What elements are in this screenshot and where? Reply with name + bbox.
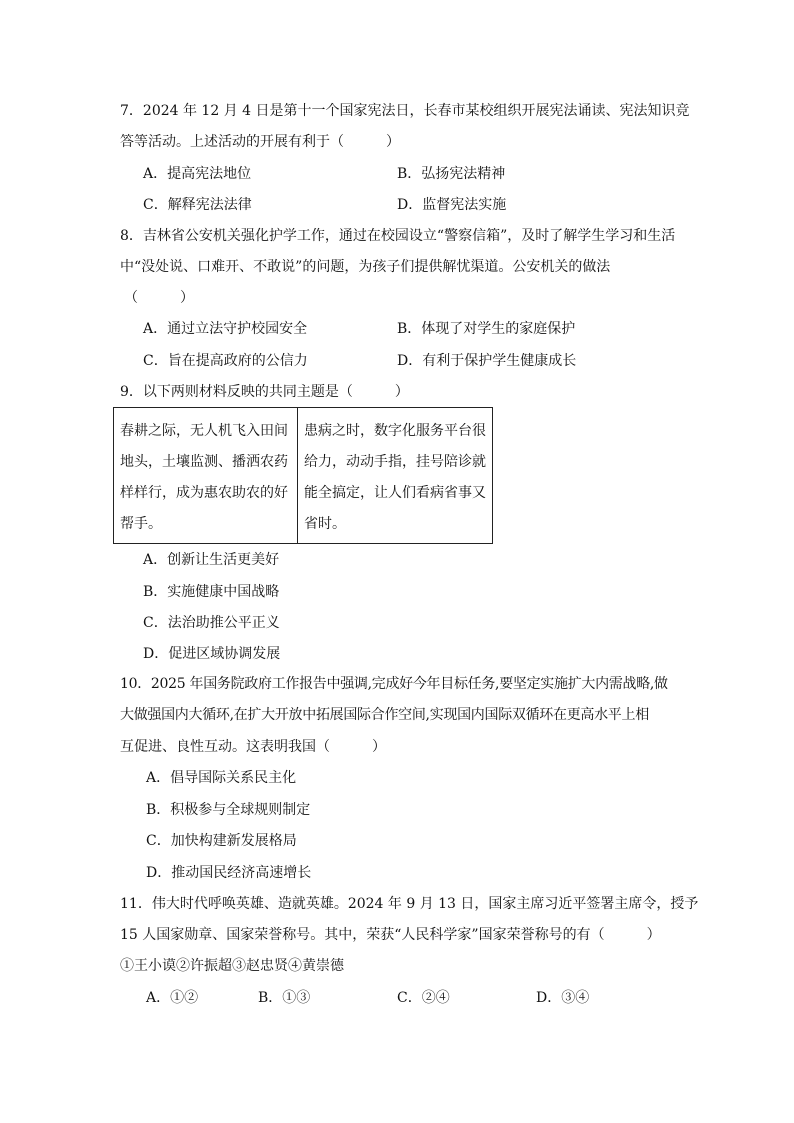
q8-option-c[interactable]: C．旨在提高政府的公信力 [143,353,308,369]
q7-option-c[interactable]: C．解释宪法法律 [143,197,252,213]
q9-option-a[interactable]: A．创新让生活更美好 [143,552,280,568]
q9-material-table [113,407,493,544]
q10-stem-line1: 10．2025 年国务院政府工作报告中强调,完成好今年目标任务,要坚定实施扩大内需战略,做 [120,676,668,692]
q10-option-b[interactable]: B．积极参与全球规则制定 [146,802,311,818]
q10-option-c[interactable]: C．加快构建新发展格局 [146,833,297,849]
q9-option-b[interactable]: B．实施健康中国战略 [143,584,280,600]
q8-stem-line2: 中“没处说、口难开、不敢说”的问题，为孩子们提供解忧渠道。公安机关的做法 [120,259,611,275]
q10-option-d[interactable]: D．推动国民经济高速增长 [146,865,312,881]
q7-stem-line2: 答等活动。上述活动的开展有利于（ ） [120,134,400,150]
q10-option-a[interactable]: A．倡导国际关系民主化 [146,770,297,786]
q8-option-d[interactable]: D．有利于保护学生健康成长 [397,353,577,369]
q11-stem-line3: ①王小谟②许振超③赵忠贤④黄崇德 [120,958,344,974]
q11-option-d[interactable]: D．③④ [536,990,590,1006]
q9-stem-line1: 9．以下两则材料反映的共同主题是（ ） [120,384,409,400]
q10-stem-line2: 大做强国内大循环,在扩大开放中拓展国际合作空间,实现国内国际双循环在更高水平上相 [120,707,649,723]
q7-option-b[interactable]: B．弘扬宪法精神 [397,166,506,182]
q7-option-d[interactable]: D．监督宪法实施 [397,197,507,213]
q9-material-left: 春耕之际，无人机飞入田间地头，土壤监测、播洒农药样样行，成为惠农助农的好帮手。 [114,408,298,543]
q9-option-c[interactable]: C．法治助推公平正义 [143,615,280,631]
q11-option-c[interactable]: C．②④ [397,990,450,1006]
q8-stem-line3: （ ） [124,290,194,306]
q7-stem-line1: 7．2024 年 12 月 4 日是第十一个国家宪法日，长春市某校组织开展宪法诵读、宪法知识竞 [120,103,690,119]
q8-option-a[interactable]: A．通过立法守护校园安全 [143,321,308,337]
q9-option-d[interactable]: D．促进区域协调发展 [143,646,281,662]
q7-option-a[interactable]: A．提高宪法地位 [143,166,252,182]
q11-option-a[interactable]: A．①② [146,990,199,1006]
q10-stem-line3: 互促进、良性互动。这表明我国（ ） [120,739,386,755]
q11-stem-line2: 15 人国家勋章、国家荣誉称号。其中，荣获“人民科学家”国家荣誉称号的有（ ） [120,927,661,943]
q11-option-b[interactable]: B．①③ [258,990,311,1006]
q9-material-right: 患病之时，数字化服务平台很给力，动动手指，挂号陪诊就能全搞定，让人们看病省事又省时。 [304,423,486,532]
q11-stem-line1: 11．伟大时代呼唤英雄、造就英雄。2024 年 9 月 13 日，国家主席习近平签署主席令，授予 [120,896,699,912]
q8-option-b[interactable]: B．体现了对学生的家庭保护 [397,321,576,337]
q8-stem-line1: 8．吉林省公安机关强化护学工作，通过在校园设立“警察信箱”，及时了解学生学习和生活 [120,228,676,244]
